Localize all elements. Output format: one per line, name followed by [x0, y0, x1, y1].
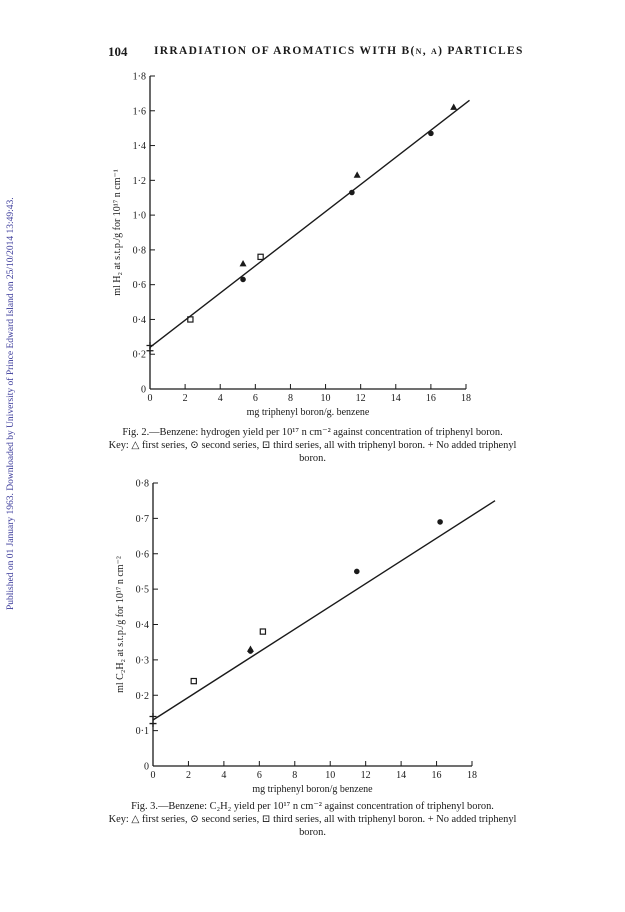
chart-0-x-tick-label: 8: [287, 393, 293, 404]
chart-1-y-tick-label: 0: [144, 761, 149, 773]
chart-1-point-circle: [354, 569, 360, 575]
chart-0-y-tick-label: 0·8: [132, 245, 146, 257]
chart-0-y-tick-label: 0: [141, 384, 146, 396]
chart-0-y-tick-label: 0·4: [132, 314, 146, 326]
chart-0-point-plus: [147, 342, 154, 349]
figure-2-caption-line-3: boron.: [299, 453, 326, 464]
chart-1-y-tick-label: 0·2: [135, 690, 149, 702]
figure-3-caption-line-2: Key: △ first series, ⊙ second series, ⊡ third series, all with triphenyl boron. + No added triphenyl: [108, 814, 517, 825]
chart-0-y-tick-label: 1·0: [132, 210, 146, 222]
figure-3-chart: [0, 468, 625, 798]
chart-0-x-tick-label: 2: [182, 393, 188, 404]
chart-1-y-tick-label: 0·5: [135, 584, 149, 596]
chart-1-point-square: [191, 679, 196, 684]
chart-0-fit-line: [150, 100, 470, 347]
page-number: 104: [108, 44, 128, 59]
chart-0-y-tick-label: 0·2: [132, 349, 146, 361]
figure-3-caption: [60, 800, 565, 839]
running-title: IRRADIATION OF AROMATICS WITH B(n, α) PARTICLES: [154, 45, 524, 57]
figure-3-caption-line-3: boron.: [299, 827, 326, 838]
chart-0-point-circle: [428, 131, 434, 137]
chart-1-y-tick-label: 0·6: [135, 549, 149, 561]
chart-0-y-tick-label: 1·2: [132, 175, 146, 187]
chart-1-x-tick-label: 12: [360, 770, 371, 781]
chart-1-x-tick-label: 14: [396, 770, 407, 781]
chart-1-point-plus: [150, 720, 157, 727]
chart-1-y-tick-label: 0·3: [135, 655, 149, 667]
chart-0-y-tick-label: 0·6: [132, 280, 146, 292]
chart-0-x-tick-label: 4: [217, 393, 223, 404]
chart-1-x-tick-label: 0: [150, 770, 156, 781]
chart-1-x-tick-label: 6: [256, 770, 262, 781]
chart-0-x-axis-label: mg triphenyl boron/g. benzene: [246, 407, 370, 418]
chart-1-point-circle: [437, 519, 443, 525]
figure-2-caption: [60, 426, 565, 465]
chart-0-x-tick-label: 14: [390, 393, 401, 404]
chart-1-x-tick-label: 8: [292, 770, 298, 781]
figure-2-caption-line-2: Key: △ first series, ⊙ second series, ⊡ third series, all with triphenyl boron. + No added triphenyl: [108, 440, 517, 451]
chart-0-y-tick-label: 1·8: [132, 71, 146, 83]
chart-1-x-tick-label: 2: [185, 770, 191, 781]
chart-0-point-triangle: [240, 260, 247, 266]
chart-0-x-tick-label: 0: [147, 393, 153, 404]
chart-0-x-tick-label: 6: [252, 393, 258, 404]
chart-1-y-axis-label: ml C₂H₂ at s.t.p./g for 10¹⁷ n cm⁻²: [115, 556, 126, 693]
chart-1-x-tick-label: 4: [221, 770, 227, 781]
chart-0-point-square: [258, 254, 263, 259]
chart-1-point-square: [260, 629, 265, 634]
page-header: [108, 44, 528, 64]
chart-0-x-tick-label: 12: [355, 393, 366, 404]
chart-1-y-tick-label: 0·4: [135, 620, 149, 631]
chart-1-x-tick-label: 16: [431, 770, 442, 781]
chart-0-y-axis-label: ml H₂ at s.t.p./g for 10¹⁷ n cm⁻¹: [112, 169, 123, 296]
chart-1-x-axis-label: mg triphenyl boron/g benzene: [252, 784, 373, 795]
chart-1-x-tick-label: 10: [325, 770, 336, 781]
side-watermark-text: Published on 01 January 1963. Downloaded by University of Prince Edward Island on 25/10/2014 13:49:43.: [6, 197, 16, 610]
chart-0-point-triangle: [354, 171, 361, 177]
chart-0-y-tick-label: 1·6: [132, 106, 146, 118]
chart-0-x-tick-label: 10: [320, 393, 331, 404]
chart-0-y-tick-label: 1·4: [132, 141, 146, 153]
figure-3-caption-line-1: Fig. 3.—Benzene: C₂H₂ yield per 10¹⁷ n cm⁻² against concentration of triphenyl boron.: [131, 801, 494, 812]
chart-1-y-tick-label: 0·8: [135, 478, 149, 490]
chart-0-point-circle: [349, 190, 355, 196]
chart-0-x-tick-label: 16: [425, 393, 436, 404]
chart-1-y-tick-label: 0·1: [135, 726, 149, 738]
chart-1-fit-line: [153, 501, 495, 720]
figure-2-caption-line-1: Fig. 2.—Benzene: hydrogen yield per 10¹⁷ n cm⁻² against concentration of triphenyl boron.: [122, 427, 503, 438]
chart-1-point-circle: [248, 648, 254, 654]
chart-0-point-triangle: [450, 104, 457, 110]
chart-1-y-tick-label: 0·7: [135, 513, 149, 525]
chart-0-x-tick-label: 18: [461, 393, 471, 404]
chart-0-point-circle: [240, 277, 246, 283]
chart-1-x-tick-label: 18: [467, 770, 477, 781]
figure-2-chart: [0, 64, 625, 418]
